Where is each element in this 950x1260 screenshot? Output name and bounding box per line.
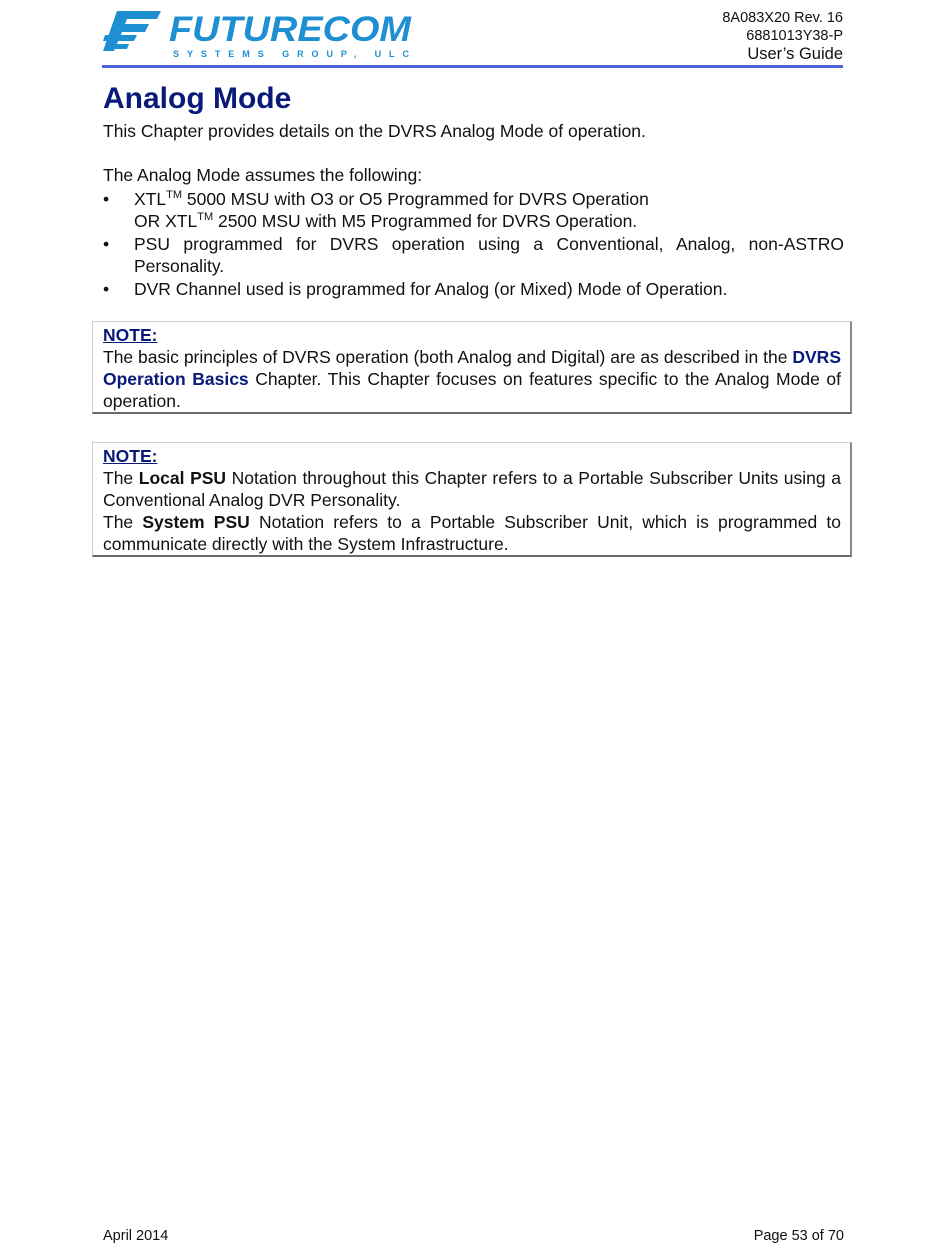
intro-paragraph: This Chapter provides details on the DVRS Analog Mode of operation. bbox=[103, 121, 646, 141]
note-title: NOTE: bbox=[103, 446, 158, 466]
part-number: 6881013Y38-P bbox=[746, 28, 843, 44]
list-item: • PSU programmed for DVRS operation using a Conventional, Analog, non-ASTRO Personality. bbox=[103, 234, 844, 276]
assumptions-heading: The Analog Mode assumes the following: bbox=[103, 165, 423, 185]
page-header bbox=[0, 0, 950, 70]
bullet-icon: • bbox=[103, 234, 110, 254]
page-body bbox=[103, 80, 844, 301]
note-title: NOTE: bbox=[103, 325, 158, 345]
header-rule bbox=[102, 65, 843, 68]
futurecom-logo bbox=[103, 8, 413, 62]
bullet-icon: • bbox=[103, 279, 110, 299]
note-box-operation-basics bbox=[92, 321, 852, 414]
list-item: • DVR Channel used is programmed for Analog (or Mixed) Mode of Operation. bbox=[103, 279, 728, 299]
svg-text:SYSTEMS GROUP, ULC: SYSTEMS GROUP, ULC bbox=[173, 49, 409, 59]
doc-number: 8A083X20 Rev. 16 bbox=[722, 10, 843, 26]
note-box-psu-notation bbox=[92, 442, 852, 557]
page-title: Analog Mode bbox=[103, 82, 292, 115]
footer-date: April 2014 bbox=[103, 1228, 169, 1244]
note-text-local-psu: The Local PSU Notation throughout this Chapter refers to a Portable Subscriber Units using a Conventional Analog DVR Personality. bbox=[103, 468, 841, 510]
bullet-icon: • bbox=[103, 189, 110, 209]
footer-page-number: Page 53 of 70 bbox=[753, 1228, 844, 1244]
svg-text:FUTURECOM: FUTURECOM bbox=[169, 10, 412, 49]
note-text-system-psu: The System PSU Notation refers to a Portable Subscriber Unit, which is programmed to communicate directly with the System Infrastructure. bbox=[103, 512, 841, 554]
assumptions-list bbox=[103, 188, 844, 300]
chapter-reference-link[interactable]: DVRS Operation Basics bbox=[103, 347, 841, 389]
list-item: • XTL™ 5000 MSU with O3 or O5 Programmed for DVRS Operation OR XTL™ 2500 MSU with M5 Programmed for DVRS Operation. bbox=[103, 189, 649, 231]
note-text: The basic principles of DVRS operation (both Analog and Digital) are as described in the DVRS Operation Basics Chapter. This Chapter focuses on features specific to the Analog Mode of operation. bbox=[103, 347, 841, 411]
document-id-block bbox=[722, 9, 843, 64]
guide-title: User’s Guide bbox=[747, 45, 843, 63]
